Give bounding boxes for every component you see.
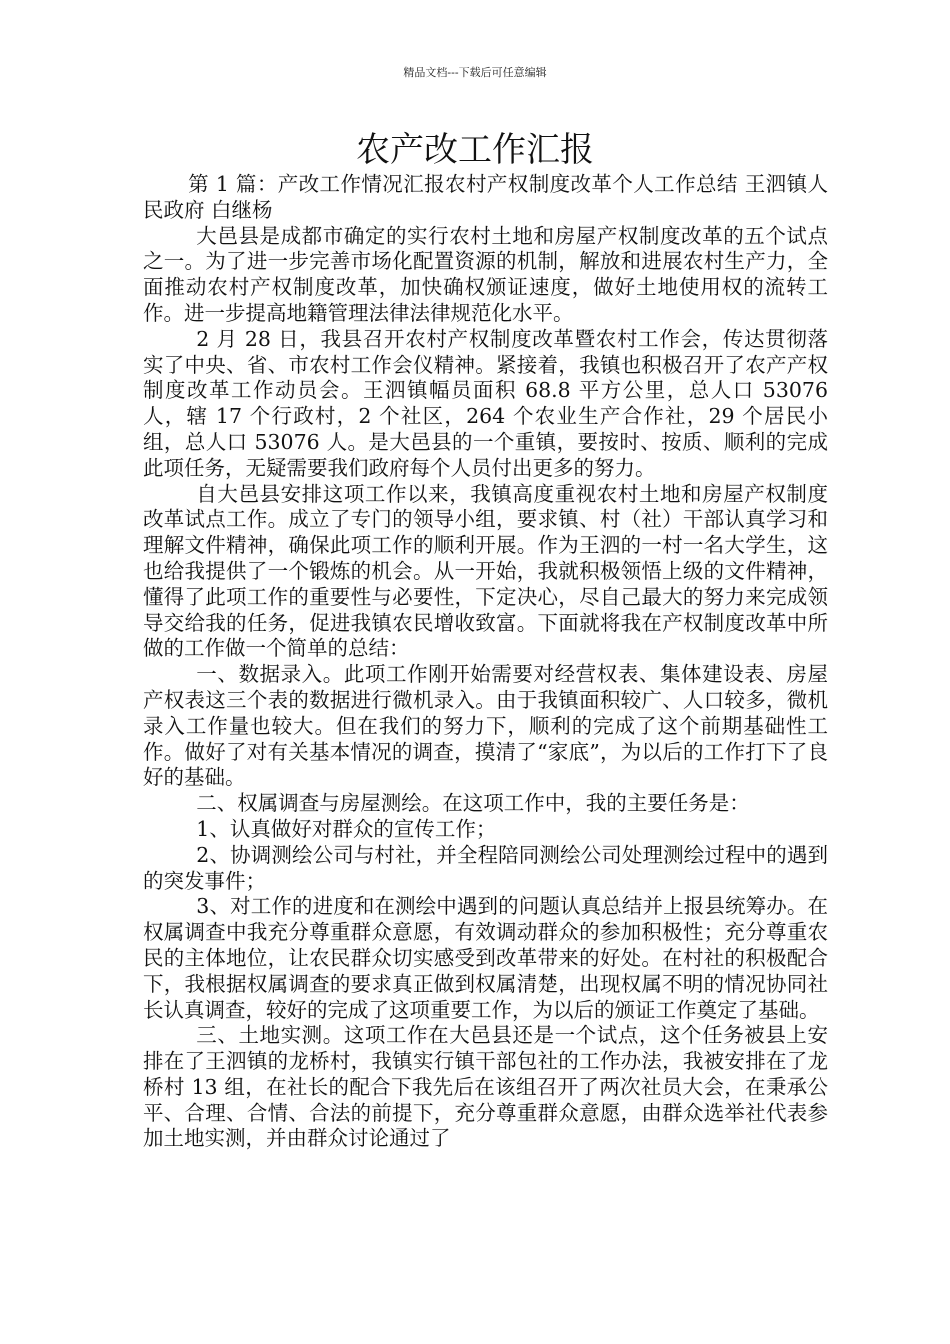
header-note: 精品文档---下载后可任意编辑 [403, 66, 547, 79]
document-body [143, 172, 828, 1152]
paragraph: 2 月 28 日，我县召开农村产权制度改革暨农村工作会，传达贯彻落实了中央、省、市农村工作会仪精神。紧接着，我镇也积极召开了农产产权制度改革工作动员会。王泗镇幅员面积 68.8 平方公里，总人口 53076 人，辖 17 个行政村，2 个社区，264 个农业生产合作社，29 个居民小组，总人口 53076 人。是大邑县的一个重镇，要按时、按质、顺利的完成此项任务，无疑需要我们政府每个人员付出更多的努力。 [143, 326, 828, 480]
paragraph: 三、土地实测。这项工作在大邑县还是一个试点，这个任务被县上安排在了王泗镇的龙桥村，我镇实行镇干部包社的工作办法，我被安排在了龙桥村 13 组，在社长的配合下我先后在该组召开了两次社员大会，在秉承公平、合理、合情、合法的前提下，充分尊重群众意愿，由群众选举社代表参加土地实测，并由群众讨论通过了 [143, 1023, 828, 1151]
paragraph: 2、协调测绘公司与村社，并全程陪同测绘公司处理测绘过程中的遇到的突发事件； [143, 842, 828, 893]
paragraph: 一、数据录入。此项工作刚开始需要对经营权表、集体建设表、房屋产权表这三个表的数据进行微机录入。由于我镇面积较广、人口较多，微机录入工作量也较大。但在我们的努力下，顺利的完成了这个前期基础性工作。做好了对有关基本情况的调查，摸清了“家底”，为以后的工作打下了良好的基础。 [143, 662, 828, 790]
document-title: 农产改工作汇报 [356, 130, 594, 170]
paragraph: 大邑县是成都市确定的实行农村土地和房屋产权制度改革的五个试点之一。为了进一步完善市场化配置资源的机制，解放和进展农村生产力，全面推动农村产权制度改革，加快确权颁证速度，做好土地使用权的流转工作。进一步提高地籍管理法律法律规范化水平。 [143, 223, 828, 325]
paragraph-intro: 第 1 篇：产改工作情况汇报农村产权制度改革个人工作总结 王泗镇人民政府 白继杨 [143, 172, 828, 222]
paragraph: 自大邑县安排这项工作以来，我镇高度重视农村土地和房屋产权制度改革试点工作。成立了专门的领导小组，要求镇、村（社）干部认真学习和理解文件精神，确保此项工作的顺利开展。作为王泗的一村一名大学生，这也给我提供了一个锻炼的机会。从一开始，我就积极领悟上级的文件精神，懂得了此项工作的重要性与必要性，下定决心，尽自己最大的努力来完成领导交给我的任务，促进我镇农民增收致富。下面就将我在产权制度改革中所做的工作做一个简单的总结： [143, 481, 828, 661]
paragraph: 二、权属调查与房屋测绘。在这项工作中，我的主要任务是： [196, 791, 750, 816]
paragraph: 3、对工作的进度和在测绘中遇到的问题认真总结并上报县统筹办。在权属调查中我充分尊重群众意愿，有效调动群众的参加积极性；充分尊重农民的主体地位，让农民群众切实感受到改革带来的好处。在村社的积极配合下，我根据权属调查的要求真正做到权属清楚，出现权属不明的情况协同社长认真调查，较好的完成了这项重要工作，为以后的颁证工作奠定了基础。 [143, 894, 828, 1022]
paragraph: 1、认真做好对群众的宣传工作； [196, 816, 497, 841]
